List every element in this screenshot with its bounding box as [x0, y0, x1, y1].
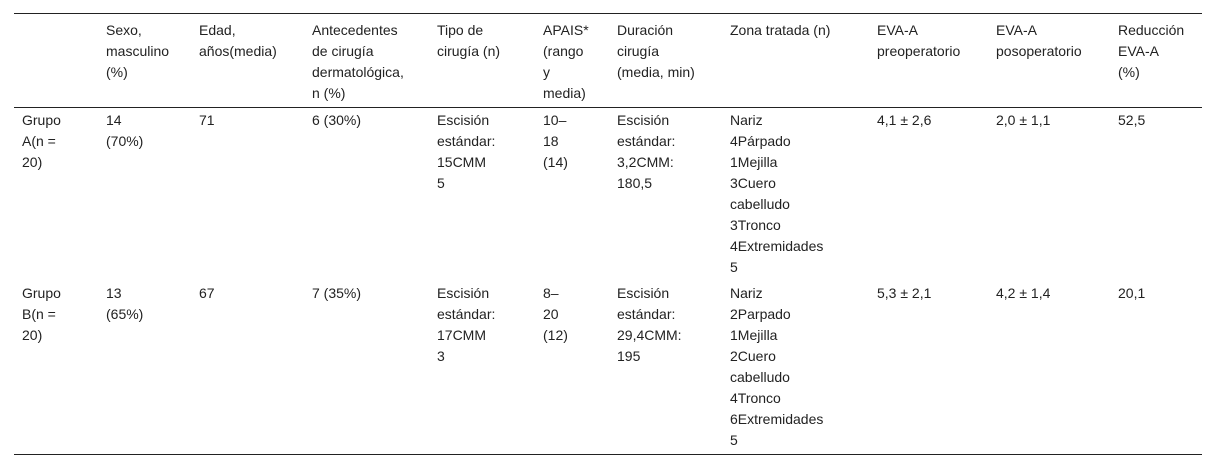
cell-eva-pre: 4,1 ± 2,6	[877, 112, 932, 128]
cell-group: Grupo B(n = 20)	[22, 285, 61, 343]
table-header	[14, 14, 1202, 108]
cell-apais: 8– 20 (12)	[543, 285, 568, 343]
header-cell-group	[14, 14, 98, 108]
header-cell-eva-reduction: Reducción EVA-A (%)	[1118, 22, 1185, 80]
header-cell-age: Edad, años(media)	[199, 22, 277, 59]
cell-history: 6 (30%)	[312, 112, 362, 128]
cell-zone: Nariz 4Párpado 1Mejilla 3Cuero cabelludo 3Tronco 4Extremidades 5	[730, 112, 824, 275]
cell-history: 7 (35%)	[312, 285, 362, 301]
cell-eva-post: 2,0 ± 1,1	[996, 112, 1051, 128]
cell-duration: Escisión estándar: 3,2CMM: 180,5	[617, 112, 676, 191]
cell-sex: 14 (70%)	[106, 112, 144, 149]
header-cell-apais: APAIS* (rango y media)	[543, 22, 589, 101]
table-body	[14, 108, 1202, 455]
cell-eva-reduction: 52,5	[1118, 112, 1146, 128]
cell-eva-post: 4,2 ± 1,4	[996, 285, 1051, 301]
table-row	[14, 108, 1202, 282]
header-cell-sex: Sexo, masculino (%)	[106, 22, 170, 80]
header-cell-history: Antecedentes de cirugía dermatológica, n (%)	[312, 22, 404, 101]
cell-group: Grupo A(n = 20)	[22, 112, 61, 170]
header-row	[14, 14, 1202, 108]
header-cell-eva-pre: EVA-A preoperatorio	[877, 22, 961, 59]
table-row	[14, 281, 1202, 455]
cell-eva-reduction: 20,1	[1118, 285, 1146, 301]
header-cell-surgery-type: Tipo de cirugía (n)	[437, 22, 501, 59]
cell-surgery-type: Escisión estándar: 15CMM 5	[437, 112, 496, 191]
cell-age: 71	[199, 112, 215, 128]
cell-sex: 13 (65%)	[106, 285, 144, 322]
header-cell-eva-post: EVA-A posoperatorio	[996, 22, 1082, 59]
cell-apais: 10– 18 (14)	[543, 112, 568, 170]
cell-duration: Escisión estándar: 29,4CMM: 195	[617, 285, 682, 364]
data-table	[14, 13, 1202, 455]
header-cell-duration: Duración cirugía (media, min)	[617, 22, 695, 80]
cell-surgery-type: Escisión estándar: 17CMM 3	[437, 285, 496, 364]
header-cell-zone: Zona tratada (n)	[730, 22, 831, 38]
cell-zone: Nariz 2Parpado 1Mejilla 2Cuero cabelludo 4Tronco 6Extremidades 5	[730, 285, 824, 448]
cell-age: 67	[199, 285, 215, 301]
cell-eva-pre: 5,3 ± 2,1	[877, 285, 932, 301]
